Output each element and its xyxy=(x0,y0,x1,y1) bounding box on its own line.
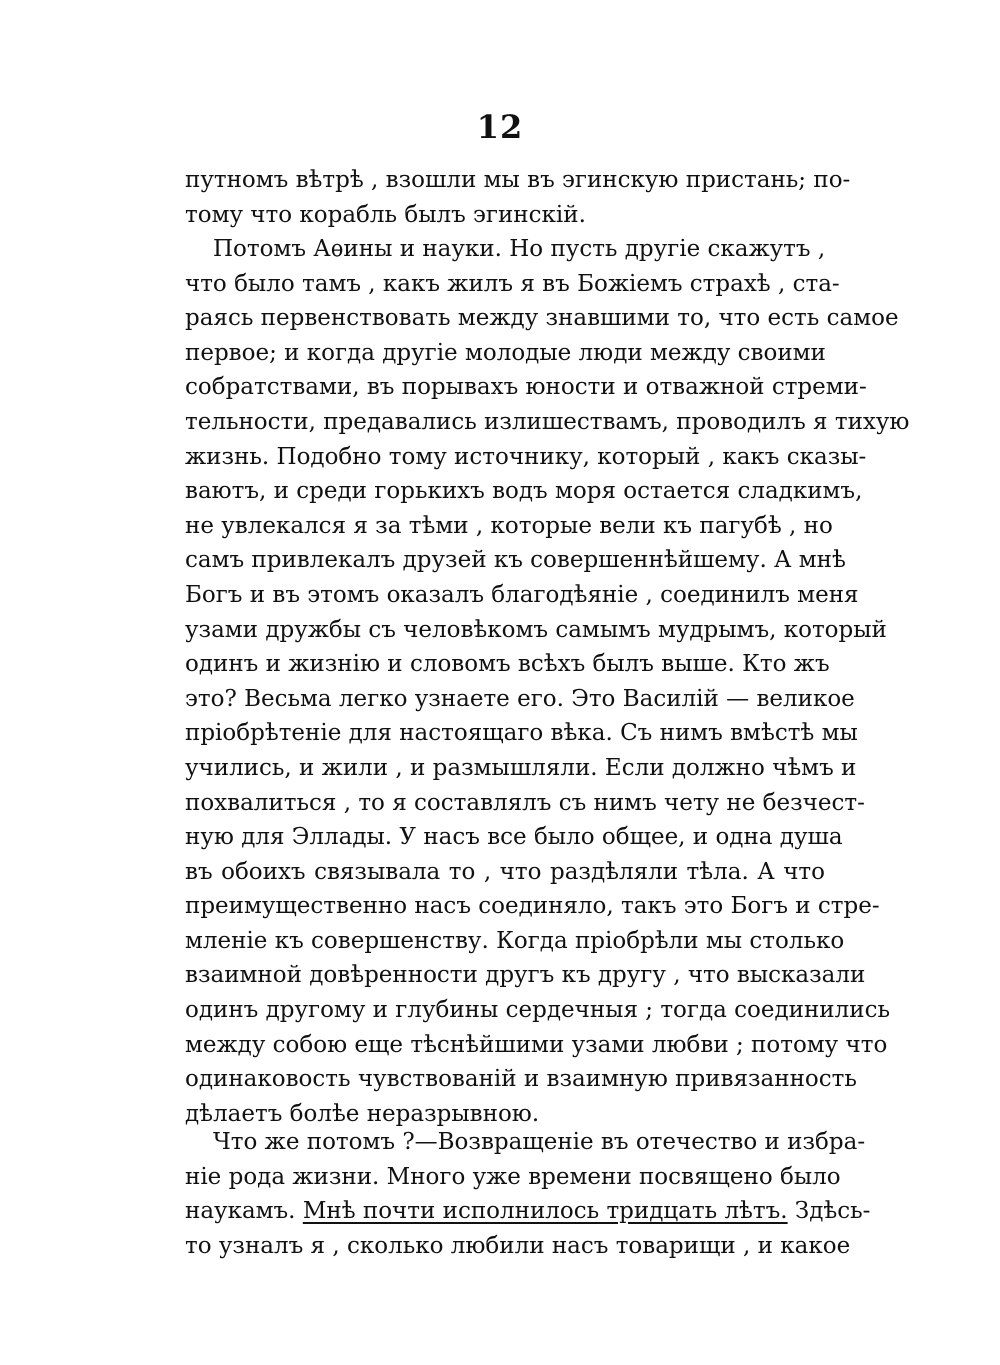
text-line: учились, и жили , и размышляли. Если должно чѣмъ и xyxy=(185,754,857,781)
text-line: одинъ и жизнію и словомъ всѣхъ былъ выше. Кто жъ xyxy=(185,651,830,678)
text-line: преимущественно насъ соединяло, такъ это Богъ и стре- xyxy=(185,893,880,920)
text-line: тому что корабль былъ эгинскій. xyxy=(185,201,586,228)
text-line: Что же потомъ ?—Возвращеніе въ отечество и избра- xyxy=(213,1129,866,1155)
text-line: взаимной довѣренности другъ къ другу , что высказали xyxy=(185,962,866,989)
text-line: самъ привлекалъ друзей къ совершеннѣйшему. А мнѣ xyxy=(185,547,846,574)
text-line: жизнь. Подобно тому источнику, который , какъ сказы- xyxy=(185,443,867,470)
paragraph-3 xyxy=(185,1125,871,1263)
text-line: раясь первенствовать между знавшими то, что есть самое xyxy=(185,305,899,332)
text-line: Потомъ Аѳины и науки. Но пусть другіе скажутъ , xyxy=(213,236,826,262)
text-line: это? Весьма легко узнаете его. Это Василій — великое xyxy=(185,685,855,712)
text-line: ваютъ, и среди горькихъ водъ моря остается сладкимъ, xyxy=(185,478,863,505)
text-line: Богъ и въ этомъ оказалъ благодѣяніе , соединилъ меня xyxy=(185,581,859,608)
underlined-phrase: Мнѣ почти исполнилось тридцать лѣтъ. xyxy=(302,1198,788,1225)
text-line: одинаковость чувствованій и взаимную привязанность xyxy=(185,1066,857,1093)
line-text-before: наукамъ. xyxy=(185,1198,303,1225)
text-line: мленіе къ совершенству. Когда пріобрѣли мы столько xyxy=(185,927,845,954)
text-line: путномъ вѣтрѣ , взошли мы въ эгинскую пристань; по- xyxy=(185,167,851,193)
text-line: первое; и когда другіе молодые люди между своими xyxy=(185,339,826,366)
text-line: тельности, предавались излишествамъ, проводилъ я тихую xyxy=(185,408,910,435)
paragraph-2 xyxy=(185,232,910,1131)
paragraph-1 xyxy=(185,163,851,232)
text-line: одинъ другому и глубины сердечныя ; тогда соединились xyxy=(185,997,890,1024)
text-line: дѣлаетъ болѣе неразрывною. xyxy=(185,1100,540,1127)
text-line: не увлекался я за тѣми , которые вели къ пагубѣ , но xyxy=(185,512,833,539)
page-number: 12 xyxy=(476,108,524,146)
text-line: узами дружбы съ человѣкомъ самымъ мудрымъ, который xyxy=(185,616,887,643)
text-line: въ обоихъ связывала то , что раздѣляли тѣла. А что xyxy=(185,858,825,885)
text-line: ную для Эллады. У насъ все было общее, и одна душа xyxy=(185,824,843,851)
text-line: ніе рода жизни. Много уже времени посвящено было xyxy=(185,1163,841,1190)
text-line: то узналъ я , сколько любили насъ товарищи , и какое xyxy=(185,1232,851,1259)
text-line: похвалиться , то я составлялъ съ нимъ чету не безчест- xyxy=(185,789,865,816)
text-line: пріобрѣтеніе для настоящаго вѣка. Съ нимъ вмѣстѣ мы xyxy=(185,720,858,747)
text-line: что было тамъ , какъ жилъ я въ Божіемъ страхѣ , ста- xyxy=(185,270,840,297)
line-text-after: Здѣсь- xyxy=(787,1198,871,1225)
text-line: между собою еще тѣснѣйшими узами любви ; потому что xyxy=(185,1031,888,1058)
text-line: собратствами, въ порывахъ юности и отважной стреми- xyxy=(185,374,867,401)
text-line-with-underline xyxy=(185,1194,871,1229)
